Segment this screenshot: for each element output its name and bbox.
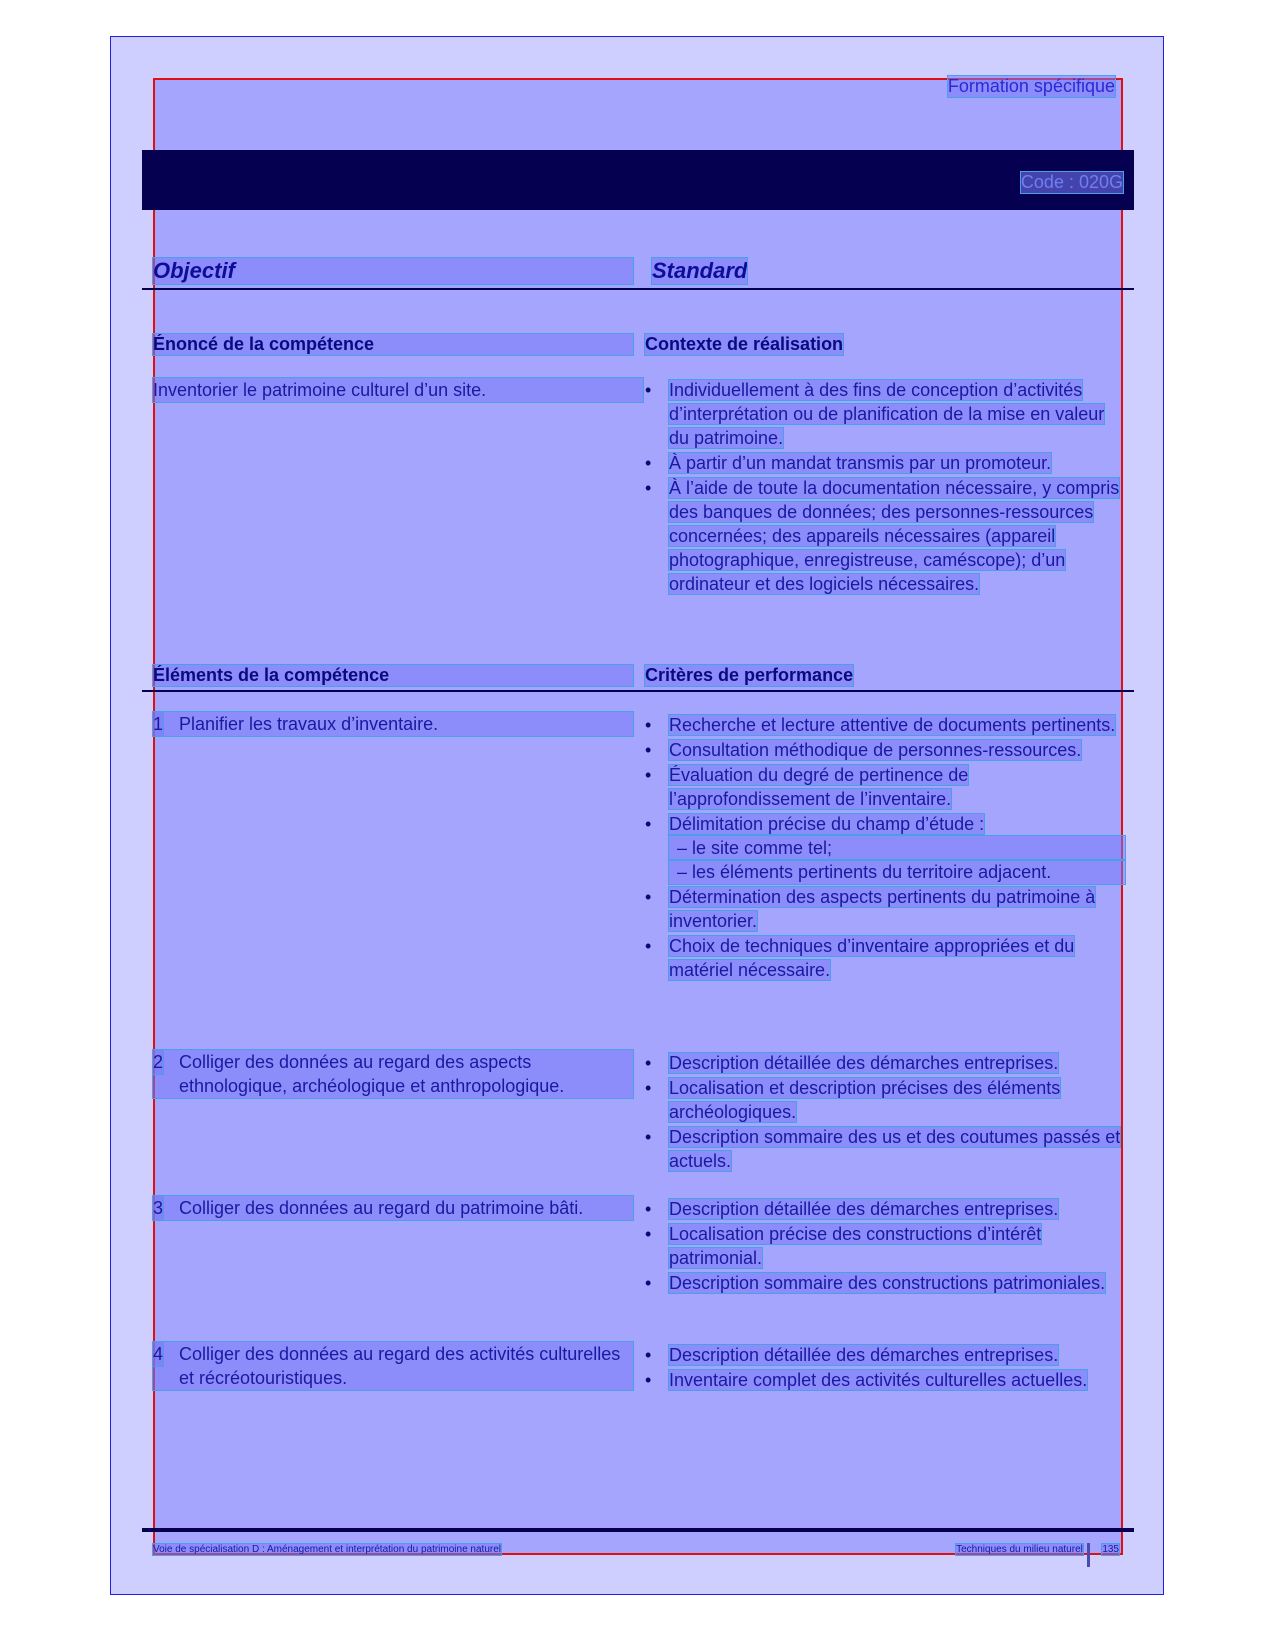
sub-item: – le site comme tel; — [669, 836, 1125, 860]
contexte-label: Contexte de réalisation — [645, 334, 844, 354]
criteria-list-4 — [645, 1343, 1125, 1393]
competence-text: Inventorier le patrimoine culturel d’un site. — [153, 378, 643, 402]
footer-bar — [1087, 1543, 1090, 1567]
footer-program: Voie de spécialisation D : Aménagement et interprétation du patrimoine naturel — [153, 1544, 501, 1555]
element-1: 1 Planifier les travaux d’inventaire. — [153, 712, 633, 736]
criteria-list-1 — [645, 713, 1125, 983]
list-item: • Évaluation du degré de pertinence de l’approfondissement de l’inventaire. — [645, 763, 1125, 811]
list-item: • Description détaillée des démarches entreprises. — [645, 1051, 1125, 1075]
element-2: 2 Colliger des données au regard des aspects ethnologique, archéologique et anthropologique. — [153, 1050, 633, 1098]
contexte-list — [645, 378, 1125, 597]
list-item: • Délimitation précise du champ d’étude : – le site comme tel; – les éléments pertinents du territoire adjacent. — [645, 812, 1125, 884]
element-4: 4 Colliger des données au regard des activités culturelles et récréotouristiques. — [153, 1342, 633, 1390]
heading-rule — [142, 288, 1134, 290]
footer-rule — [142, 1528, 1134, 1532]
footer-title: Techniques du milieu naturel — [956, 1544, 1083, 1555]
element-3: 3 Colliger des données au regard du patrimoine bâti. — [153, 1196, 633, 1220]
list-item: • Description sommaire des us et des coutumes passés et actuels. — [645, 1125, 1125, 1173]
criteria-list-2 — [645, 1051, 1125, 1174]
list-item: • Choix de techniques d’inventaire appropriées et du matériel nécessaire. — [645, 934, 1125, 982]
list-item: • Consultation méthodique de personnes-ressources. — [645, 738, 1125, 762]
standard-heading: Standard — [652, 258, 748, 283]
list-item: • Description détaillée des démarches entreprises. — [645, 1197, 1125, 1221]
list-item: • Localisation et description précises des éléments archéologiques. — [645, 1076, 1125, 1124]
criteria-list-3 — [645, 1197, 1125, 1296]
list-item: • Recherche et lecture attentive de documents pertinents. — [645, 713, 1125, 737]
list-item: • Détermination des aspects pertinents du patrimoine à inventorier. — [645, 885, 1125, 933]
criteres-label: Critères de performance — [645, 665, 854, 685]
footer-right — [956, 1544, 1119, 1555]
list-item: • Localisation précise des constructions d’intérêt patrimonial. — [645, 1222, 1125, 1270]
list-item: • Inventaire complet des activités culturelles actuelles. — [645, 1368, 1125, 1392]
list-item: • Individuellement à des fins de conception d’activités d’interprétation ou de planification de la mise en valeur du patrimoine. — [645, 378, 1125, 450]
header-band — [142, 150, 1134, 210]
elements-label: Éléments de la compétence — [153, 665, 633, 686]
list-item: • Description sommaire des constructions patrimoniales. — [645, 1271, 1125, 1295]
objectif-heading: Objectif — [153, 258, 633, 284]
list-item: • Description détaillée des démarches entreprises. — [645, 1343, 1125, 1367]
page-number: 135 — [1102, 1544, 1119, 1555]
program-code: Code : 020G — [1020, 172, 1123, 192]
list-item: • À partir d’un mandat transmis par un promoteur. — [645, 451, 1125, 475]
section-tag: Formation spécifique — [947, 76, 1115, 96]
competence-label: Énoncé de la compétence — [153, 334, 633, 355]
elements-rule — [142, 690, 1134, 692]
sub-item: – les éléments pertinents du territoire adjacent. — [669, 860, 1125, 884]
list-item: • À l’aide de toute la documentation nécessaire, y compris des banques de données; des personnes-ressources concernées; des appareils nécessaires (appareil photographique, enregistreuse, caméscope); d’un ordinateur et des logiciels nécessaires. — [645, 476, 1125, 596]
